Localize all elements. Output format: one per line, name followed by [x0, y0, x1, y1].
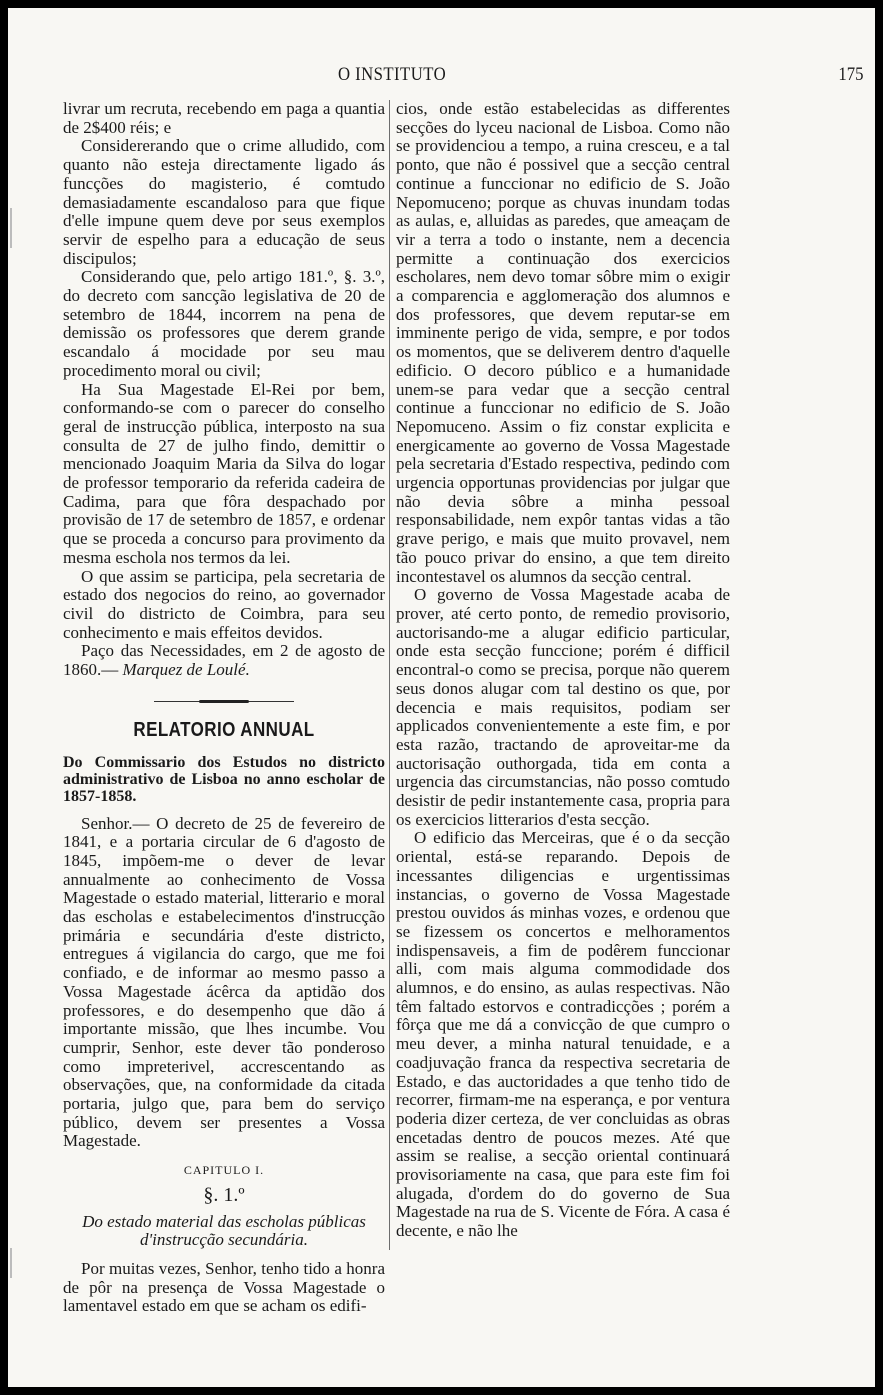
dateline-text: Paço das Necessidades, em 2 de agosto de 1860.—	[63, 641, 385, 680]
paragraph: O que assim se participa, pela secretaria de estado dos negocios do reino, ao governador civil do districto de Coimbra, para seu conhecimento e mais effeitos devidos.	[63, 566, 385, 642]
page-number: 175	[837, 64, 863, 85]
page-header	[8, 64, 875, 94]
paragraph: Considerando que, pelo artigo 181.º, §. 3.º, do decreto com sancção legislativa de 20 de setembro de 1844, incorrem na pena de demissão os professores que derem grande escandalo á mocidade por seu mau procedimento moral ou civil;	[63, 267, 385, 380]
newspaper-page	[8, 8, 875, 1387]
paragraph: livrar um recruta, recebendo em paga a quantia de 2$400 réis; e	[63, 99, 385, 137]
paragraph: cios, onde estão estabelecidas as differentes secções do lyceu nacional de Lisboa. Como não se providenciou a tempo, a ruina cresceu, e a tal ponto, que não é possivel que a secção central continue a funccionar no edificio de S. João Nepomuceno; porque as chuvas inundam todas as aulas, e, alluidas as paredes, que ameaçam de vir a terra a todo o instante, nem a decencia permitte a continuação dos exercicios escholares, nem devo tomar sôbre mim o exigir a comparencia e agglomeração dos alumnos e dos professores, que devem reputar-se em imminente perigo de vida, sempre, e por todos os momentos, que se deliverem dentro d'aquelle edificio. O decoro público e a humanidade unem-se para vedar que a secção central continue a funccionar no edificio de S. João Nepomuceno. Assim o fiz constar explicita e energicamente ao governo de Vossa Magestade pela secretaria d'Estado respectiva, pedindo com urgencia opportunas providencias por julgar que não devia sôbre a minha pessoal responsabilidade, nem expôr tantas vidas a tão grave perigo, e mais que muito provavel, nem tão pouco privar do ensino, a que tem direito incontestavel os alumnos da secção central.	[396, 99, 730, 586]
left-column	[63, 100, 385, 1316]
paragraph: O governo de Vossa Magestade acaba de prover, até certo ponto, de remedio provisorio, auctorisando-me a alugar edificio particular, onde esta secção funccione; porém é difficil encontral-o como se precisa, porque não querem seus donos alugar com tal destino os que, por decencia e mais requisitos, podiam ser applicados convenientemente a este fim, e por esta razão, tractando de aproveitar-me da auctorisação outhorgada, tida em conta a urgencia das circumstancias, não posso comtudo desistir de pedir instantemente casa, propria para os exercicios litterarios d'esta secção.	[396, 585, 730, 829]
section-heading: RELATORIO ANNUAL	[133, 718, 315, 741]
right-column	[396, 100, 730, 1241]
report-subheading: Do Commissario dos Estudos no districto administrativo de Lisboa no anno escholar de 1857-1858.	[63, 753, 385, 805]
scan-edge-mark	[10, 208, 12, 248]
running-title: O INSTITUTO	[338, 64, 447, 85]
paragraph: Ha Sua Magestade El-Rei por bem, conformando-se com o parecer do conselho geral de instrucção pública, interposto na sua consulta de 27 de julho findo, demittir o mencionado Joaquim Maria da Silva do logar de professor temporario da referida cadeira de Cadima, para que fôra despachado por provisão de 17 de setembro de 1857, e ordenar que se proceda a concurso para provimento da mesma eschola nos termos da lei.	[63, 379, 385, 567]
subsection-title: Do estado material das escholas públicas d'instrucção secundária.	[82, 1211, 366, 1250]
paragraph: O edificio das Merceiras, que é o da secção oriental, está-se reparando. Depois de incessantes diligencias e urgentissimas instancias, o governo de Vossa Magestade prestou ouvidos ás minhas vozes, e ordenou que se fizessem os concertos e melhoramentos indispensaveis, a fim de podêrem funccionar alli, com mais alguma commodidade dos alumnos, e do ensino, as aulas respectivas. Não têm faltado estorvos e contradicções ; porém a fôrça que me dá a convicção de que cumpro o meu dever, a minha natural tenuidade, e a coadjuvação franca da respectiva secretaria de Estado, e das auctoridades a que tenho tido de recorrer, firmam-me na esperança, e por ventura poderia dizer certeza, de ver concluidas as obras encetadas dentro de poucos mezes. Até que assim se realise, a secção oriental continuará provisoriamente na casa, que para este fim foi alugada, d'ordem do do governo de Sua Magestade na rua de S. Vicente de Fóra. A casa é decente, e não lhe	[396, 828, 730, 1241]
paragraph: Por muitas vezes, Senhor, tenho tido a honra de pôr na presença de Vossa Magestade o lamentavel estado em que se acham os edifi-	[63, 1258, 385, 1316]
signature: Marquez de Loulé.	[122, 660, 250, 680]
dateline-paragraph	[63, 642, 385, 679]
paragraph-mark: §. 1.º	[203, 1183, 245, 1206]
paragraph: Senhor.— O decreto de 25 de fevereiro de 1841, e a portaria circular de 6 d'agosto de 1845, impõem-me o dever de levar annualmente ao conhecimento de Vossa Magestade o estado material, litterario e moral das escholas e estabelecimentos d'instrucção primária e secundária d'este districto, entregues á vigilancia do cargo, que me foi confiado, e de informar ao mesmo passo a Vossa Magestade ácêrca da aptidão dos professores, e do desempenho que dão á importante missão, que lhes incumbe. Vou cumprir, Senhor, este dever tão ponderoso como impreterivel, accrescentando as observações, que, na conformidade da citada portaria, julgo que, para bem do serviço público, devem ser presentes a Vossa Magestade.	[63, 813, 385, 1151]
paragraph: Considererando que o crime alludido, com quanto não esteja directamente ligado ás funcções do magisterio, é comtudo demasiadamente escandaloso para que fique d'elle impune quem deve por seus exemplos servir de espelho para a educação de seus discipulos;	[63, 136, 385, 268]
chapter-heading: CAPITULO I.	[183, 1163, 265, 1178]
scan-edge-mark	[10, 1248, 12, 1278]
column-divider	[389, 100, 390, 1250]
ornamental-rule	[154, 700, 294, 703]
